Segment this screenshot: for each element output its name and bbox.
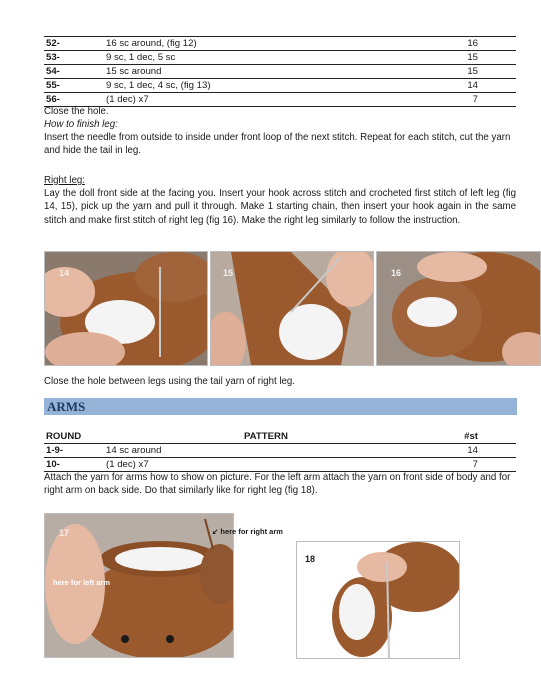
figure-14-photo — [44, 251, 208, 366]
right-leg-heading: Right leg: — [44, 175, 85, 186]
figure-17-photo — [44, 513, 234, 658]
pattern-cell: 16 sc around, (fig 12) — [106, 38, 197, 49]
arms-instructions: Attach the yarn for arms how to show on picture. For the left arm attach the yarn on front side of body and for right arm on back side. Do that similarly like for right leg (fig 18). — [44, 472, 511, 497]
table-row — [44, 36, 516, 51]
close-hole-text: Close the hole. — [44, 106, 109, 117]
round-cell: 1-9- — [46, 445, 64, 456]
table-row — [44, 443, 516, 458]
crochet-arm-image — [297, 542, 459, 658]
leg-round-table — [44, 36, 516, 107]
table-row — [44, 65, 516, 79]
table-row — [44, 51, 516, 65]
round-cell: 52- — [46, 38, 60, 49]
stitch-count-cell: 7 — [472, 459, 478, 470]
pattern-cell: 9 sc, 1 dec, 4 sc, (fig 13) — [106, 80, 211, 91]
arms-section-header — [44, 398, 517, 415]
round-cell: 10- — [46, 459, 60, 470]
pattern-cell: (1 dec) x7 — [106, 94, 149, 105]
figure-number: 18 — [305, 554, 316, 564]
round-cell: 53- — [46, 52, 60, 63]
column-header-pattern: PATTERN — [244, 431, 288, 442]
stitch-count-cell: 14 — [467, 80, 478, 91]
figure-16-photo — [376, 251, 541, 366]
figure-number: 16 — [391, 268, 402, 278]
finish-leg-heading: How to finish leg: — [44, 119, 118, 130]
column-header-round: ROUND — [46, 431, 82, 442]
crochet-leg-image — [211, 252, 373, 365]
stitch-count-cell: 16 — [467, 38, 478, 49]
finish-leg-instructions: Insert the needle from outside to inside under front loop of the next stitch. Repeat for each stitch, cut the yarn and hide the tail in leg. — [44, 132, 511, 157]
table-row — [44, 79, 516, 93]
round-cell: 54- — [46, 66, 60, 77]
crochet-leg-image — [45, 252, 207, 365]
crochet-leg-image — [377, 252, 540, 365]
pattern-cell: 15 sc around — [106, 66, 162, 77]
stitch-count-cell: 15 — [467, 66, 478, 77]
round-cell: 56- — [46, 94, 60, 105]
arrow-icon: ↙ — [212, 527, 219, 536]
table-row — [44, 458, 516, 472]
stitch-count-cell: 15 — [467, 52, 478, 63]
pattern-cell: 9 sc, 1 dec, 5 sc — [106, 52, 176, 63]
arms-title: ARMS — [47, 399, 86, 414]
round-cell: 55- — [46, 80, 60, 91]
left-arm-label: here for left arm — [53, 578, 111, 587]
column-header-st: #st — [464, 431, 478, 442]
stitch-count-cell: 7 — [472, 94, 478, 105]
figure-number: 17 — [59, 528, 70, 538]
close-between-legs-text: Close the hole between legs using the tail yarn of right leg. — [44, 376, 295, 387]
pattern-cell: (1 dec) x7 — [106, 459, 149, 470]
right-arm-label — [212, 527, 283, 536]
pattern-cell: 14 sc around — [106, 445, 162, 456]
right-arm-label-text: here for right arm — [220, 527, 283, 536]
stitch-count-cell: 14 — [467, 445, 478, 456]
arms-table-header — [44, 430, 516, 443]
figure-number: 14 — [59, 268, 70, 278]
figure-18-photo — [296, 541, 460, 659]
arms-round-table — [44, 430, 516, 472]
figure-15-photo — [210, 251, 374, 366]
figure-number: 15 — [223, 268, 234, 278]
right-leg-instructions: Lay the doll front side at the facing you. Insert your hook across stitch and crocheted first stitch of left leg (fig 14, 15), pick up the yarn and pull it through. Make 1 starting chain, then insert your hook again in the same stitch and make first stitch of right leg (fig 16). Make the right leg similarly to follow the instruction. — [44, 188, 516, 226]
